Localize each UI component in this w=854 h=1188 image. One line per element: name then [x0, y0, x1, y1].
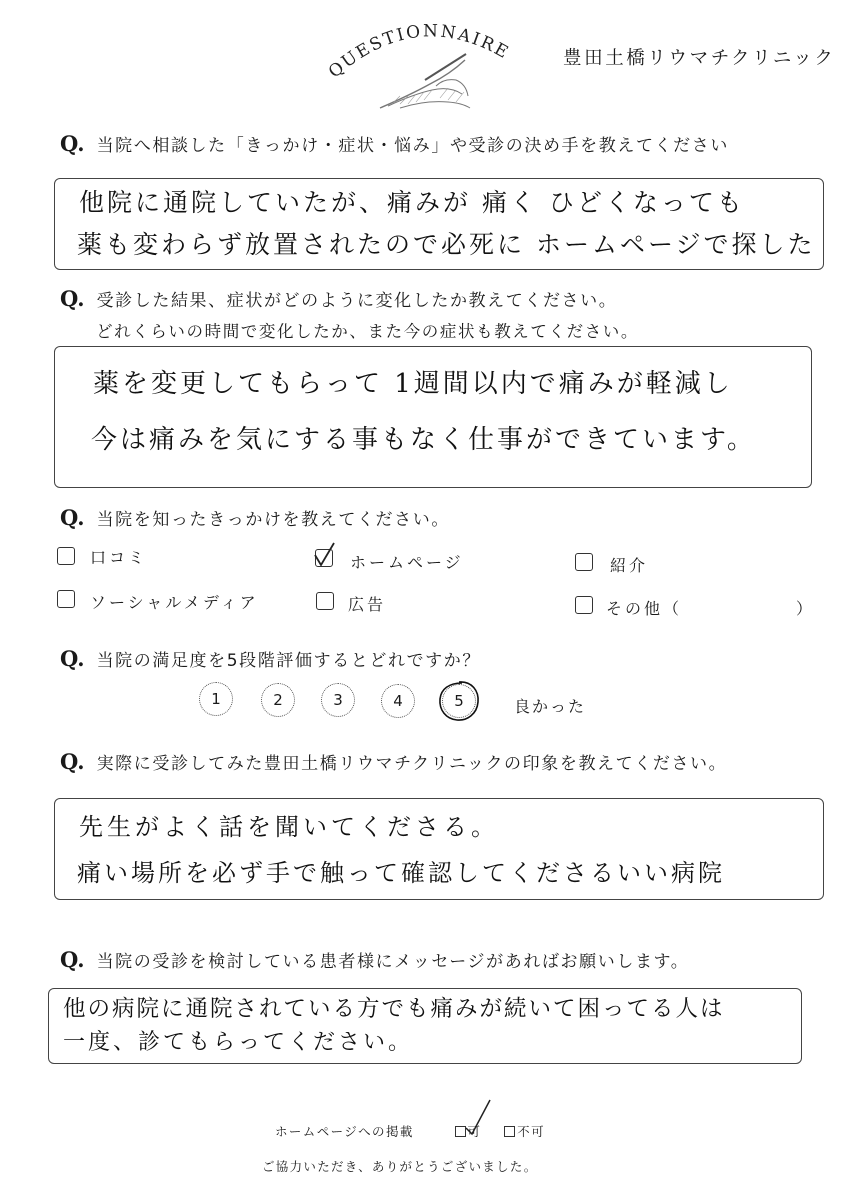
answer-6-line-1: 他の病院に通院されている方でも痛みが続いて困ってる人は	[63, 996, 725, 1022]
question-5-text: 実際に受診してみた豊田土橋リウマチクリニックの印象を教えてください。	[96, 754, 728, 774]
q-mark: Q.	[60, 947, 85, 972]
rating-2[interactable]: 2	[261, 683, 295, 717]
deny-label: 不可	[517, 1124, 545, 1139]
answer-box-5	[54, 798, 824, 900]
q-mark: Q.	[60, 131, 85, 156]
question-2-text-line-2: どれくらいの時間で変化したか、また今の症状も教えてください。	[96, 322, 639, 341]
option-kuchikomi-label: 口コミ	[90, 548, 148, 567]
answer-box-6	[48, 988, 802, 1064]
clinic-name: 豊田土橋リウマチクリニック	[563, 48, 836, 69]
option-sonota-label: その他（	[606, 599, 683, 618]
check-mark-icon	[312, 541, 338, 569]
thanks-message: ご協力いただき、ありがとうございました。	[262, 1159, 538, 1174]
q-mark: Q.	[60, 646, 85, 671]
q-mark: Q.	[60, 749, 85, 774]
checkbox-sonota[interactable]	[575, 596, 593, 614]
checkbox-social-media[interactable]	[57, 590, 75, 608]
allow-label: 可	[467, 1124, 482, 1139]
question-6	[60, 947, 689, 972]
option-homepage-label: ホームページ	[350, 553, 464, 572]
rating-1[interactable]: 1	[199, 682, 233, 716]
answer-5-line-2: 痛い場所を必ず手で触って確認してくださるいい病院	[77, 859, 725, 887]
publish-consent-row	[275, 1122, 545, 1140]
rating-4[interactable]: 4	[381, 684, 415, 718]
option-social-media-label: ソーシャルメディア	[90, 593, 259, 612]
option-koukoku-label: 広告	[348, 595, 387, 614]
q-mark: Q.	[60, 505, 85, 530]
answer-2-line-2: 今は痛みを気にする事もなく仕事ができています。	[91, 425, 756, 455]
option-shoukai-label: 紹介	[610, 556, 649, 575]
publish-label: ホームページへの掲載	[275, 1124, 414, 1139]
q-mark: Q.	[60, 286, 85, 311]
deny-checkbox[interactable]	[504, 1126, 515, 1137]
question-1	[60, 131, 729, 156]
answer-2-line-1: 薬を変更してもらって 1週間以内で痛みが軽減し	[93, 369, 733, 399]
allow-check-mark-icon	[462, 1098, 494, 1138]
question-3	[60, 505, 450, 530]
checkbox-koukoku[interactable]	[316, 592, 334, 610]
selected-rating-circle-icon	[436, 678, 482, 724]
question-5	[60, 749, 727, 774]
answer-5-line-1: 先生がよく話を聞いてくださる。	[79, 813, 499, 841]
answer-6-line-2: 一度、診てもらってください。	[63, 1030, 414, 1055]
question-2-text-line-1: 受診した結果、症状がどのように変化したか教えてください。	[96, 291, 618, 311]
checkbox-kuchikomi[interactable]	[57, 547, 75, 565]
answer-1-line-1: 他院に通院していたが、痛みが 痛く ひどくなっても	[79, 188, 745, 217]
hand-writing-illustration	[370, 50, 480, 112]
answer-1-line-2: 薬も変わらず放置されたので必死に ホームページで探した	[77, 230, 816, 259]
arc-title-text: QUESTIONNAIRE	[324, 21, 514, 83]
question-2	[60, 286, 617, 311]
question-4	[60, 646, 481, 671]
rating-3[interactable]: 3	[321, 683, 355, 717]
question-1-text: 当院へ相談した「きっかけ・症状・悩み」や受診の決め手を教えてください	[96, 136, 729, 156]
answer-box-2	[54, 346, 812, 488]
option-sonota-close: ）	[796, 599, 816, 618]
rating-comment: 良かった	[514, 697, 587, 716]
checkbox-shoukai[interactable]	[575, 553, 593, 571]
question-3-text: 当院を知ったきっかけを教えてください。	[96, 510, 450, 530]
question-6-text: 当院の受診を検討している患者様にメッセージがあればお願いします。	[96, 952, 690, 972]
rating-5[interactable]: 5	[442, 684, 476, 718]
answer-box-1	[54, 178, 824, 270]
question-4-text: 当院の満足度を5段階評価するとどれですか？	[96, 651, 481, 671]
